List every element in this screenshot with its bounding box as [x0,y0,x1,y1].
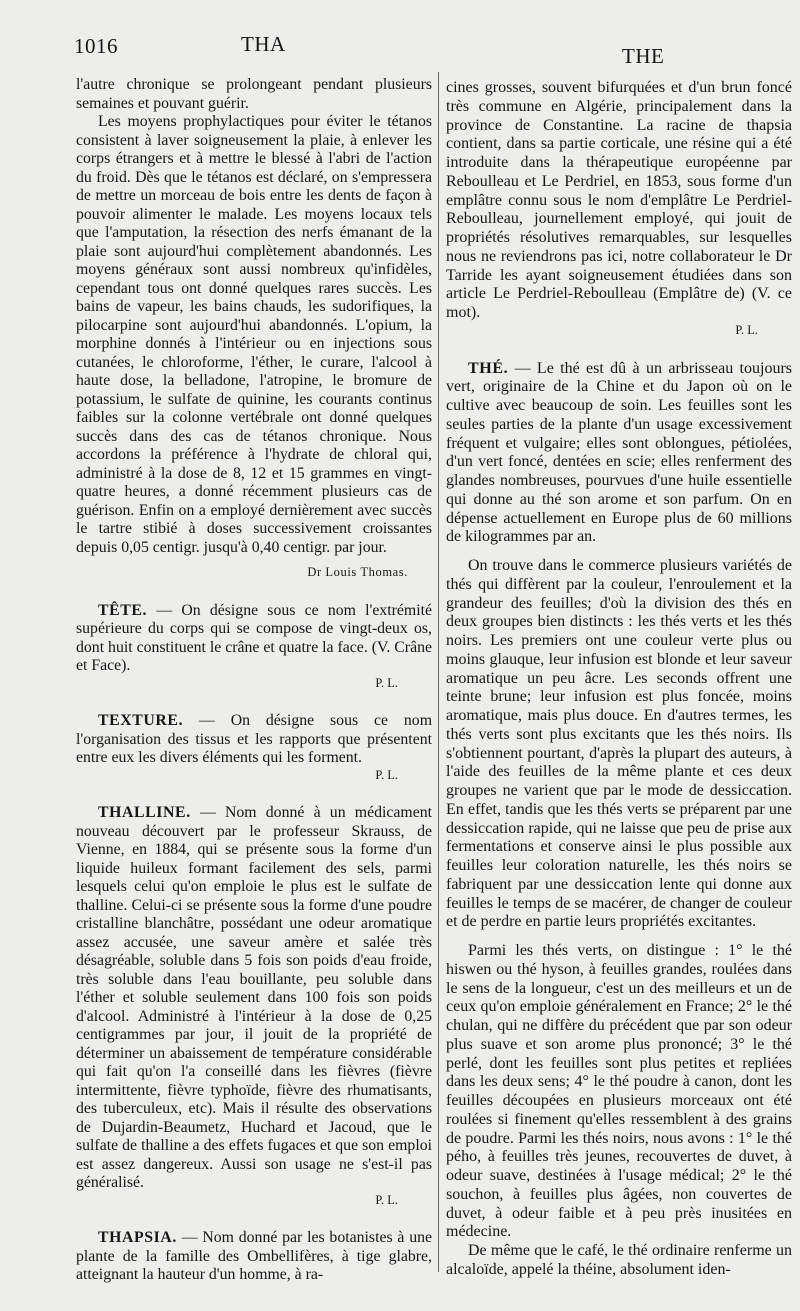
entry-initials: P. L. [375,767,398,782]
entry-term: TÊTE. [98,601,148,619]
entry-term: TEXTURE. [98,712,184,729]
tetanos-treatment-paragraph: Les moyens prophylactiques pour éviter le tétanos consistent à laver soigneusement la plaie, à enlever les corps étrangers et à mettre le blessé à l'abri de l'action du froid. Dès que le tétanos est déclaré, on s'empressera de mettre un morceau de bois entre les dents de façon à pouvoir alimenter le malade. Les moyens locaux tels que l'amputation, la résection des nerfs émanant de la plaie sont aujourd'hui complètement abandonnés. Les moyens généraux sont aussi nombreux qu'infidèles, cependant tous ont donné quelques rares succès. Les bains de vapeur, les bains chauds, les sudorifiques, la pilocarpine sont aujourd'hui abandonnés. L'opium, la morphine donnés à l'intérieur ou en injections sous cutanées, le chloroforme, l'éther, le curare, l'alcool à haute dose, la belladone, l'atropine, le bromure de potassium, le sulfate de quinine, les courants continus faibles sur la colonne vertébrale ont donné quelques succès dans des cas de tétanos chronique. Nous accordons la préférence à l'hydrate de chloral qui, administré à la dose de 8, 12 et 15 grammes en vingt-quatre heures, a donné récemment plusieurs cas de guérison. Enfin on a employé dernièrement avec succès le tartre stibié à doses successivement croissantes depuis 0,05 centigr. jusqu'à 0,40 centigr. par jour. [76,113,432,556]
page-number: 1016 [74,34,118,58]
author-signature: Dr Louis Thomas. [307,565,408,579]
the-varieties-paragraph: On trouve dans le commerce plusieurs variétés de thés qui diffèrent par la couleur, l'enroulement et la grandeur des feuilles; d'où la division des thés en deux groupes bien distincts : les thés verts et les thés noirs. Les premiers ont une couleur verte plus ou moins glauque, leur infusion est blonde et leur saveur aromatique un peu âcre. Les seconds offrent une teinte brune; leur infusion est plus foncée, moins aromatique, mais plus douce. En d'autres termes, les thés verts sont plus excitants que les thés noirs. Ils s'obtiennent pourtant, d'après la plupart des auteurs, à l'aide des feuilles de la même plante et ces deux groupes ne varient que par le mode de dessiccation. En effet, tandis que les thés verts se préparent par une dessiccation rapide, qui ne laisse que peu de prise aux fermentations et conserve ainsi le plus possible aux feuilles leur coloration naturelle, les thés noirs se fabriquent par une dessiccation lente qui donne aux feuilles le temps de se macérer, de changer de couleur et de perdre en partie leurs propriétés excitantes. [446,557,792,931]
entry-term: THÉ. [468,359,509,377]
entry-initials: P. L. [375,1192,398,1207]
entry-text: — On désigne sous ce nom l'extrémité supérieure du corps qui se compose de vingt-deux os, dont huit constituent le crâne et quatre la face. (V. Crâne et Face). [76,601,433,674]
entry-thalline [76,804,432,1209]
tetanos-continuation: l'autre chronique se prolongeant pendant plusieurs semaines et pouvant guérir. [76,76,432,112]
entry-texture [76,712,432,784]
entry-text: — Nom donné par les botanistes à une plante de la famille des Ombellifères, à tige glabre, atteignant la hauteur d'un homme, à ra- [76,1229,433,1283]
left-column [76,76,432,1285]
the-theine-paragraph: De même que le café, le thé ordinaire renferme un alcaloïde, appelé la théine, absolument iden- [446,1242,792,1278]
left-running-head: THA [241,32,286,56]
entry-text: — On désigne sous ce nom l'organisation des tissus et les rapports que présentent entre eux les divers éléments qui les forment. [76,712,432,766]
entry-thapsia [76,1229,432,1285]
column-divider [438,72,439,1272]
entry-initials: P. L. [375,675,398,690]
the-green-black-paragraph: Parmi les thés verts, on distingue : 1° le thé hiswen ou thé hyson, à feuilles grandes, roulées dans le sens de la longueur, c'est un des meilleurs et un de ceux qu'on emploie généralement en France; 2° le thé chulan, qui ne diffère du précédent que par son odeur plus suave et son arome plus prononcé; 3° le thé perlé, dont les feuilles sont plus petites et repliées dans les deux sens; 4° le thé poudre à canon, dont les feuilles découpées en plusieurs morceaux ont été roulées si finement qu'elles ressemblent à des grains de poudre. Parmi les thés noirs, nous avons : 1° le thé pého, à feuilles très jeunes, recouvertes de duvet, à odeur suave, destinées à l'usage médical; 2° le thé souchon, à feuilles plus âgées, non couvertes de duvet, à odeur faible et à peu près inusitées en médecine. [446,942,792,1241]
thapsia-continuation: cines grosses, souvent bifurquées et d'un brun foncé très commune en Algérie, principalement dans la province de Constantine. La racine de thapsia contient, dans sa partie corticale, une résine qui a été introduite dans la thérapeutique européenne par Reboulleau et Le Perdriel, en 1853, sous forme d'un emplâtre connu sous le nom d'emplâtre Le Perdriel-Reboulleau, journellement employé, qui jouit de propriétés résolutives remarquables, sur lesquelles nous ne reviendrons pas ici, notre collaborateur le Dr Tarride les ayant soigneusement étudiées dans son article Le Perdriel-Reboulleau (Emplâtre de) (V. ce mot). [446,79,792,321]
entry-initials: P. L. [735,322,758,337]
right-running-head: THE [622,44,665,68]
entry-the [446,360,792,1280]
entry-text: — Le thé est dû à un arbrisseau toujours vert, originaire de la Chine et du Japon où on le cultive avec beaucoup de soin. Les feuilles sont les seules parties de la plante d'un usage excessivement fréquent et vulgaire; elles sont oblongues, pétiolées, d'un vert foncé, dentées en scie; elles renferment des glandes nombreuses, pourvues d'une huile essentielle qui donne au thé son arome et son parfum. On en dépense actuellement en Europe plus de 60 millions de kilogrammes par an. [446,359,792,546]
right-column [446,79,792,1280]
running-header [0,26,800,66]
entry-term: THAPSIA. [98,1229,177,1246]
entry-text: — Nom donné à un médicament nouveau découvert par le professeur Skrauss, de Vienne, en 1884, qui se présente sous la forme d'un liquide huileux formant facilement des sels, parmi lesquels celui qu'on emploie le plus est le sulfate de thalline. Celui-ci se présente sous la forme d'une poudre cristalline blanchâtre, possédant une odeur aromatique assez accusée, une saveur amère et salée très désagréable, soluble dans 5 fois son poids d'eau froide, très soluble dans l'eau bouillante, peu soluble dans l'éther et soluble seulement dans 100 fois son poids d'alcool. Administré à l'intérieur à la dose de 0,25 centigrammes par jour, il jouit de la propriété de déterminer un abaissement de température considérable qui fait qu'on l'a conseillé dans les fièvres (fièvre intermittente, fièvre typhoïde, fièvre des rhumatisants, des tuberculeux, etc). Mais il résulte des observations de Dujardin-Beaumetz, Huchard et Jacoud, que le sulfate de thalline a des effets fugaces et que son emploi est assez dangereux. Aussi son usage ne s'est-il pas généralisé. [76,804,433,1191]
entry-term: THALLINE. [98,804,191,821]
entry-tete [76,602,432,693]
